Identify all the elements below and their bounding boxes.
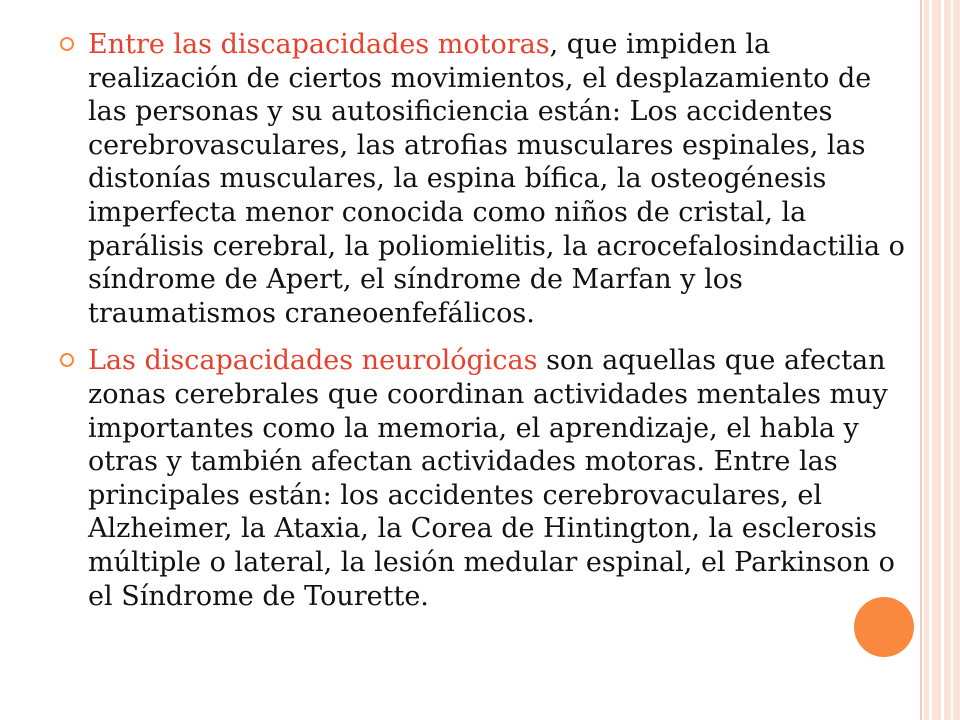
border-accent-line (920, 0, 922, 720)
orange-circle-decoration (854, 597, 914, 657)
bullet-item-neurologicas (58, 344, 918, 613)
border-stripe (951, 0, 953, 720)
bullet-text: , que impiden la realización de ciertos movimientos, el desplazamiento de las personas y su autosificiencia están: Los accidentes cerebrovasculares, las atrofias musculares espinales, las distonías musculares, la espina bífica, la osteogénesis imperfecta menor conocida como niños de cristal, la parálisis cerebral, la poliomielitis, la acrocefalosindactilia o síndrome de Apert, el síndrome de Marfan y los traumatismos craneoenfefálicos. (88, 29, 905, 329)
bullet-item-motoras (58, 28, 918, 330)
border-stripe (929, 0, 932, 720)
bullet-highlight: Las discapacidades neurológicas (88, 345, 538, 377)
bullet-circle-icon (60, 37, 74, 51)
bullet-highlight: Entre las discapacidades motoras (88, 29, 550, 60)
bullet-list (58, 28, 918, 627)
bullet-text: son aquellas que afectan zonas cerebrales que coordinan actividades mentales muy importantes como la memoria, el aprendizaje, el habla y otras y también afectan actividades motoras. Entre las principales están: los accidentes cerebrovaculares, el Alzheimer, la Ataxia, la Corea de Hintington, la esclerosis múltiple o lateral, la lesión medular espinal, el Parkinson o el Síndrome de Tourette. (88, 345, 895, 612)
right-decorative-border (924, 0, 960, 720)
border-stripe (941, 0, 944, 720)
bullet-circle-icon (60, 353, 74, 367)
